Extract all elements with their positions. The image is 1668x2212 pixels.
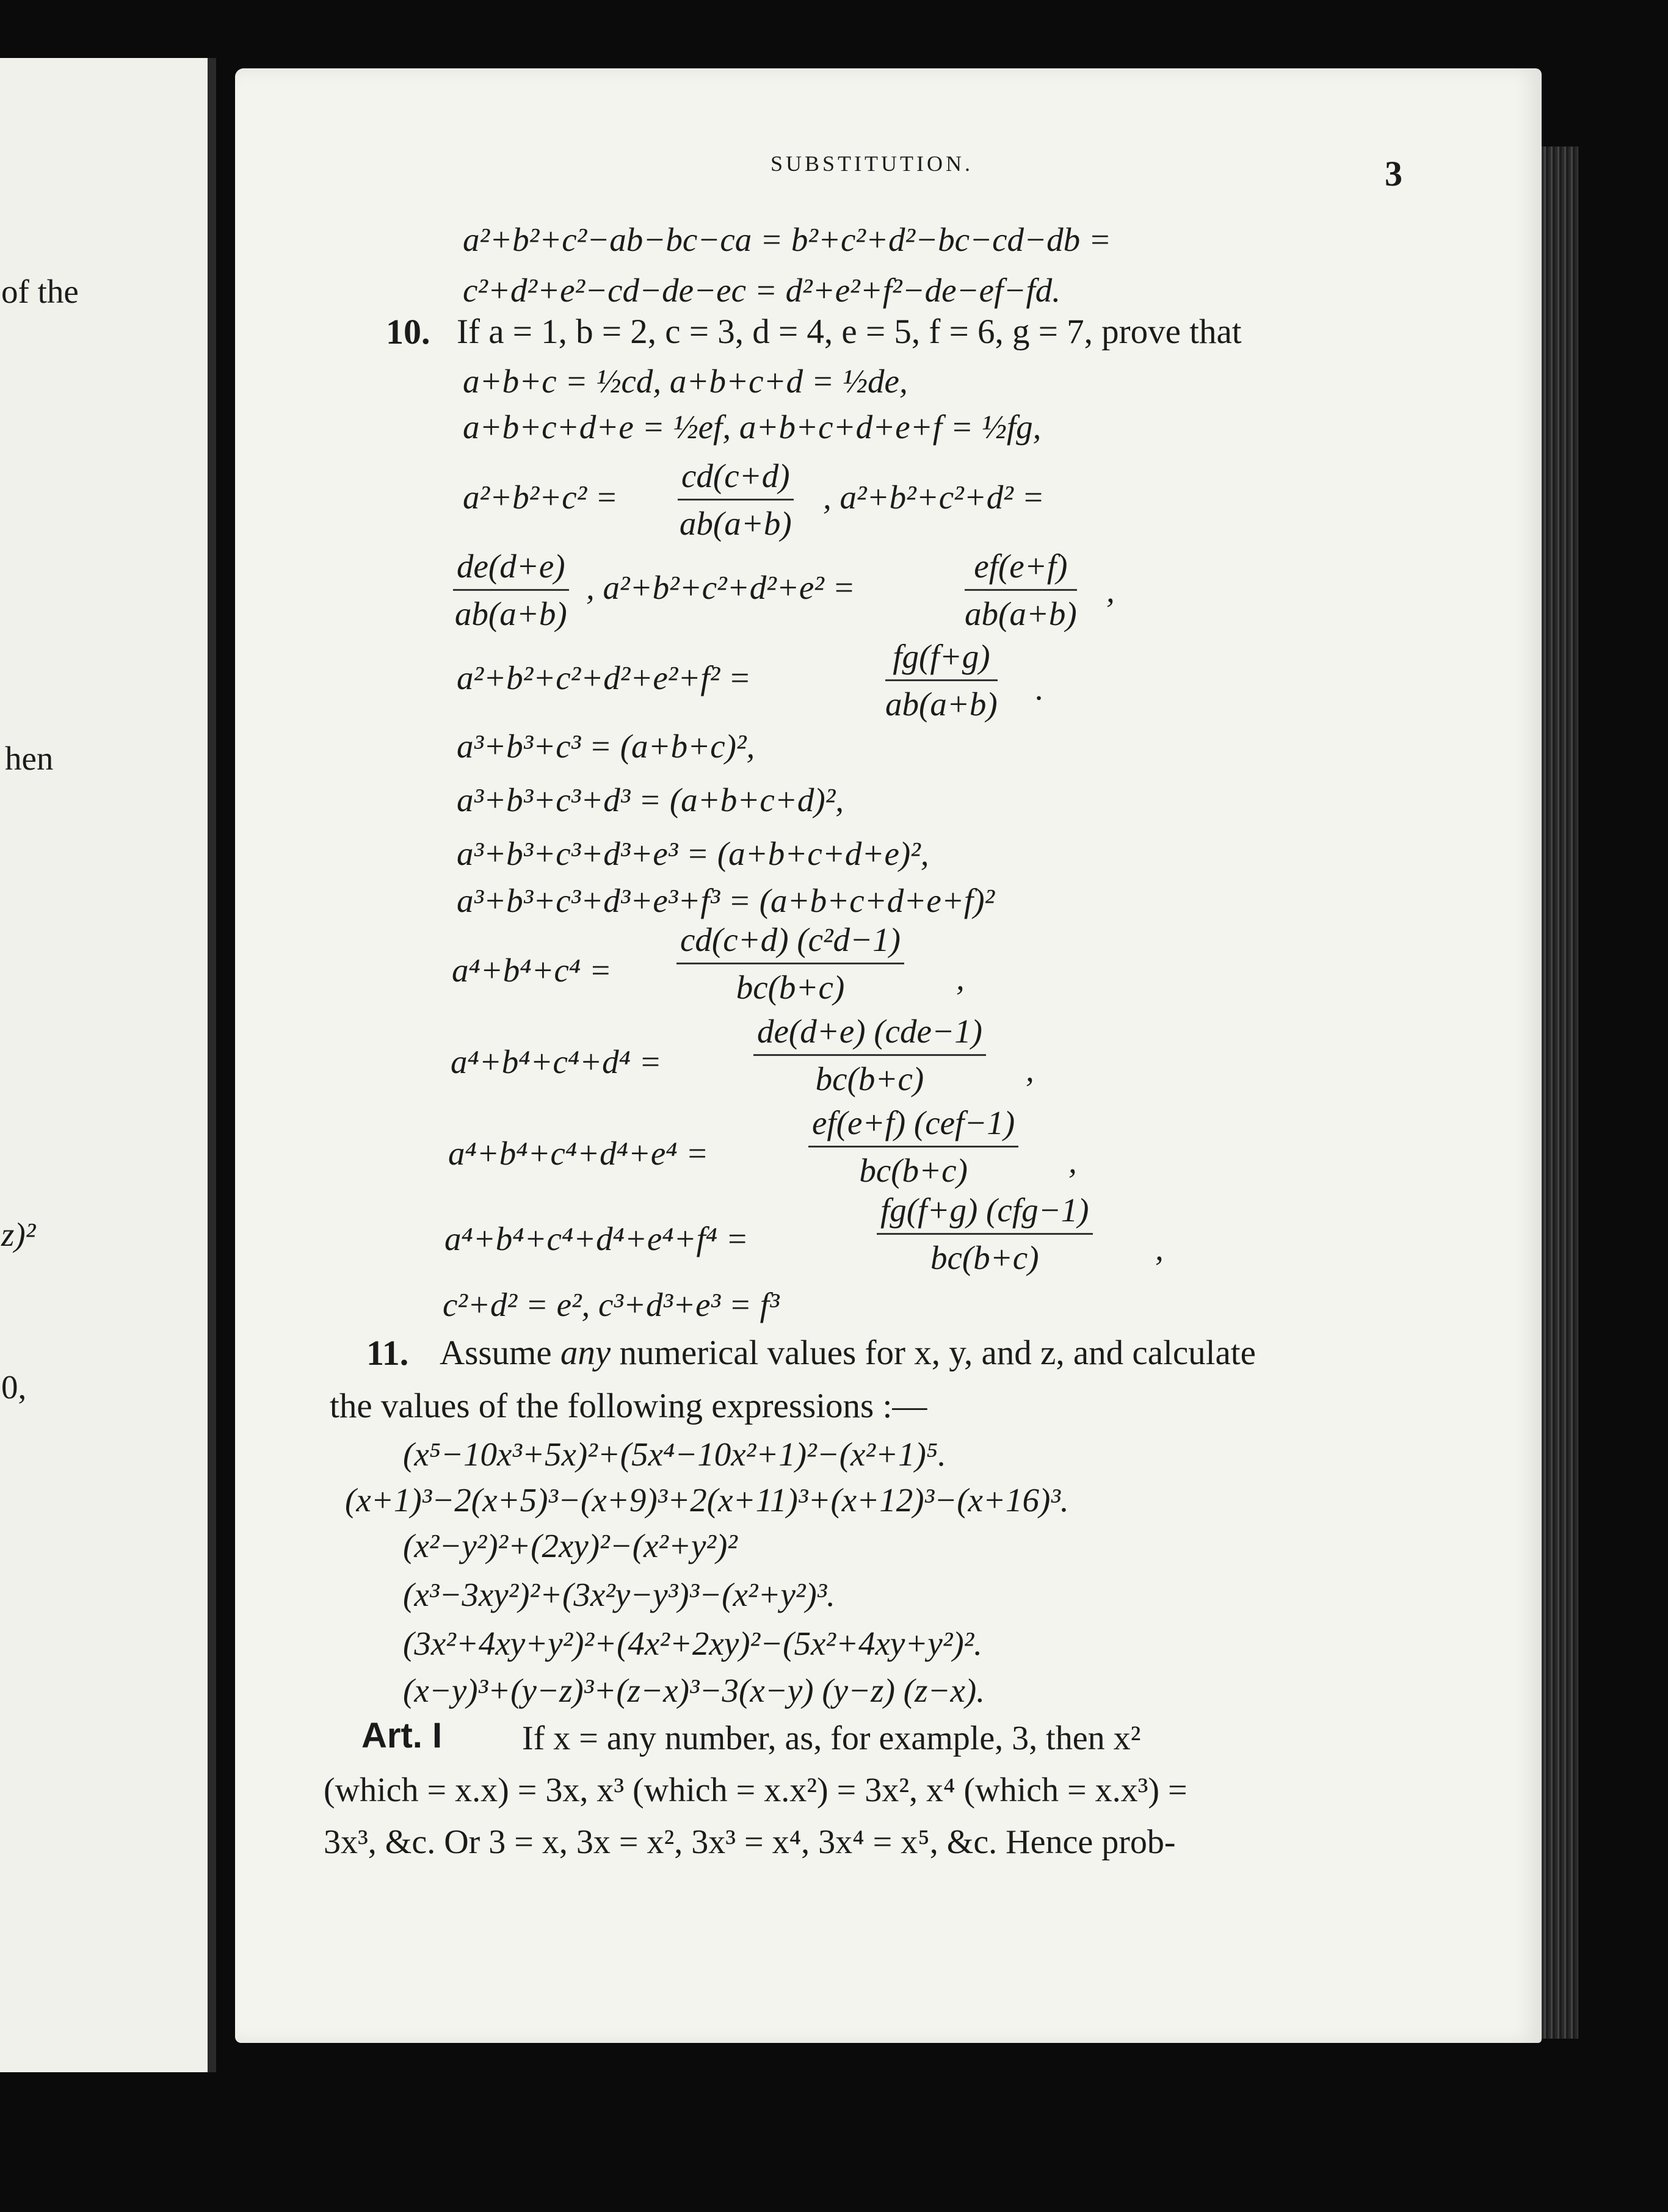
fraction-denominator: bc(b+c)	[859, 1152, 968, 1189]
fraction-denominator: ab(a+b)	[965, 595, 1077, 632]
fraction-numerator: ef(e+f) (cef−1)	[808, 1106, 1018, 1148]
eq-sq6-fraction	[885, 640, 998, 721]
fraction-numerator: fg(f+g) (cfg−1)	[877, 1193, 1093, 1235]
quartic-3-fraction	[808, 1106, 1018, 1187]
cube-line-4: a³+b³+c³+d³+e³+f³ = (a+b+c+d+e+f)²	[457, 882, 995, 919]
quartic-1-end: ,	[956, 960, 965, 997]
expression-3: (x²−y²)²+(2xy)²−(x²+y²)²	[403, 1527, 738, 1564]
quartic-4-lhs: a⁴+b⁴+c⁴+d⁴+e⁴+f⁴ =	[444, 1220, 749, 1257]
article-line-2: (which = x.x) = 3x, x³ (which = x.x²) = 3x², x⁴ (which = x.x³) =	[324, 1771, 1188, 1809]
expression-2: (x+1)³−2(x+5)³−(x+9)³+2(x+11)³+(x+12)³−(x+16)³.	[345, 1481, 1069, 1519]
article-line-3: 3x³, &c. Or 3 = x, 3x = x², 3x³ = x⁴, 3x⁴ = x⁵, &c. Hence prob-	[324, 1823, 1176, 1861]
problem-11-number: 11.	[366, 1333, 409, 1373]
left-fragment-1: of thе	[1, 273, 79, 310]
fraction-numerator: cd(c+d) (c²d−1)	[676, 923, 904, 964]
cube-line-2: a³+b³+c³+d³ = (a+b+c+d)²,	[457, 781, 844, 819]
problem-10-line-2: a+b+c+d+e = ½ef, a+b+c+d+e+f = ½fg,	[463, 408, 1042, 446]
problem-10-line-1: a+b+c = ½cd, a+b+c+d = ½de,	[463, 363, 908, 400]
fraction-numerator: de(d+e) (cde−1)	[753, 1014, 986, 1056]
eq-sq6-end: .	[1035, 670, 1044, 707]
article-label: Art. I	[361, 1716, 443, 1755]
page-number: 3	[1385, 154, 1402, 193]
quartic-1-lhs: a⁴+b⁴+c⁴ =	[452, 952, 612, 989]
expression-1: (x⁵−10x³+5x)²+(5x⁴−10x²+1)²−(x²+1)⁵.	[403, 1436, 946, 1473]
cube-line-1: a³+b³+c³ = (a+b+c)²,	[457, 728, 755, 765]
page-fore-edge	[1542, 146, 1578, 2039]
fraction-numerator: fg(f+g)	[885, 640, 998, 681]
left-fragment-2: hen	[5, 740, 54, 777]
fraction-denominator: ab(a+b)	[454, 595, 567, 632]
left-page-edge	[0, 58, 216, 2072]
quartic-2-fraction	[753, 1014, 986, 1096]
fraction-denominator: ab(a+b)	[679, 505, 792, 542]
expression-4: (x³−3xy²)²+(3x²y−y³)³−(x²+y²)³.	[403, 1576, 835, 1613]
eq-sq6-lhs: a²+b²+c²+d²+e²+f² =	[457, 659, 751, 696]
eq-sq4-fraction	[453, 549, 569, 631]
eq-sq3-fraction	[678, 459, 794, 540]
fraction-numerator: de(d+e)	[453, 549, 569, 591]
problem-11-intro-2: the values of the following expressions :—	[330, 1387, 927, 1425]
article-line-1: If x = any number, as, for example, 3, then x²	[522, 1719, 1141, 1757]
fraction-denominator: bc(b+c)	[815, 1060, 924, 1097]
eq-sq4-lhs: , a²+b²+c²+d² =	[823, 479, 1045, 516]
fraction-denominator: bc(b+c)	[736, 969, 845, 1006]
expression-5: (3x²+4xy+y²)²+(4x²+2xy)²−(5x²+4xy+y²)².	[403, 1625, 982, 1662]
eq-sq5-fraction	[965, 549, 1077, 631]
fraction-denominator: ab(a+b)	[885, 685, 998, 723]
fraction-numerator: ef(e+f)	[965, 549, 1077, 591]
quartic-4-end: ,	[1155, 1230, 1164, 1267]
problem-10-number: 10.	[386, 312, 430, 352]
prev-problem-line-1: a²+b²+c²−ab−bc−ca = b²+c²+d²−bc−cd−db =	[463, 221, 1112, 258]
intro-text-b: numerical values for x, y, and z, and calculate	[619, 1334, 1256, 1372]
expression-6: (x−y)³+(y−z)³+(z−x)³−3(x−y) (y−z) (z−x).	[403, 1672, 985, 1709]
eq-sq5-lhs: , a²+b²+c²+d²+e² =	[586, 569, 855, 606]
intro-emphasis: any	[560, 1334, 611, 1372]
quartic-2-end: ,	[1026, 1051, 1034, 1088]
fraction-denominator: bc(b+c)	[930, 1239, 1039, 1276]
intro-text-a: Assume	[440, 1334, 552, 1372]
quartic-2-lhs: a⁴+b⁴+c⁴+d⁴ =	[451, 1043, 662, 1080]
problem-10-intro: If a = 1, b = 2, c = 3, d = 4, e = 5, f = 6, g = 7, prove that	[457, 313, 1242, 351]
quartic-3-end: ,	[1068, 1143, 1077, 1180]
eq-sq3-lhs: a²+b²+c² =	[463, 479, 618, 516]
running-head: SUBSTITUTION.	[771, 151, 973, 176]
fraction-numerator: cd(c+d)	[678, 459, 794, 501]
prev-problem-line-2: c²+d²+e²−cd−de−ec = d²+e²+f²−de−ef−fd.	[463, 272, 1061, 309]
eq-sq5-end: ,	[1106, 572, 1115, 609]
quartic-1-fraction	[676, 923, 904, 1004]
cube-line-3: a³+b³+c³+d³+e³ = (a+b+c+d+e)²,	[457, 835, 929, 872]
problem-10-last-line: c²+d² = e², c³+d³+e³ = f³	[443, 1286, 780, 1323]
quartic-4-fraction	[877, 1193, 1093, 1274]
left-fragment-3: z)²	[1, 1216, 36, 1253]
problem-11-intro	[440, 1336, 1256, 1370]
quartic-3-lhs: a⁴+b⁴+c⁴+d⁴+e⁴ =	[448, 1135, 709, 1172]
left-fragment-4: 0,	[1, 1368, 27, 1406]
